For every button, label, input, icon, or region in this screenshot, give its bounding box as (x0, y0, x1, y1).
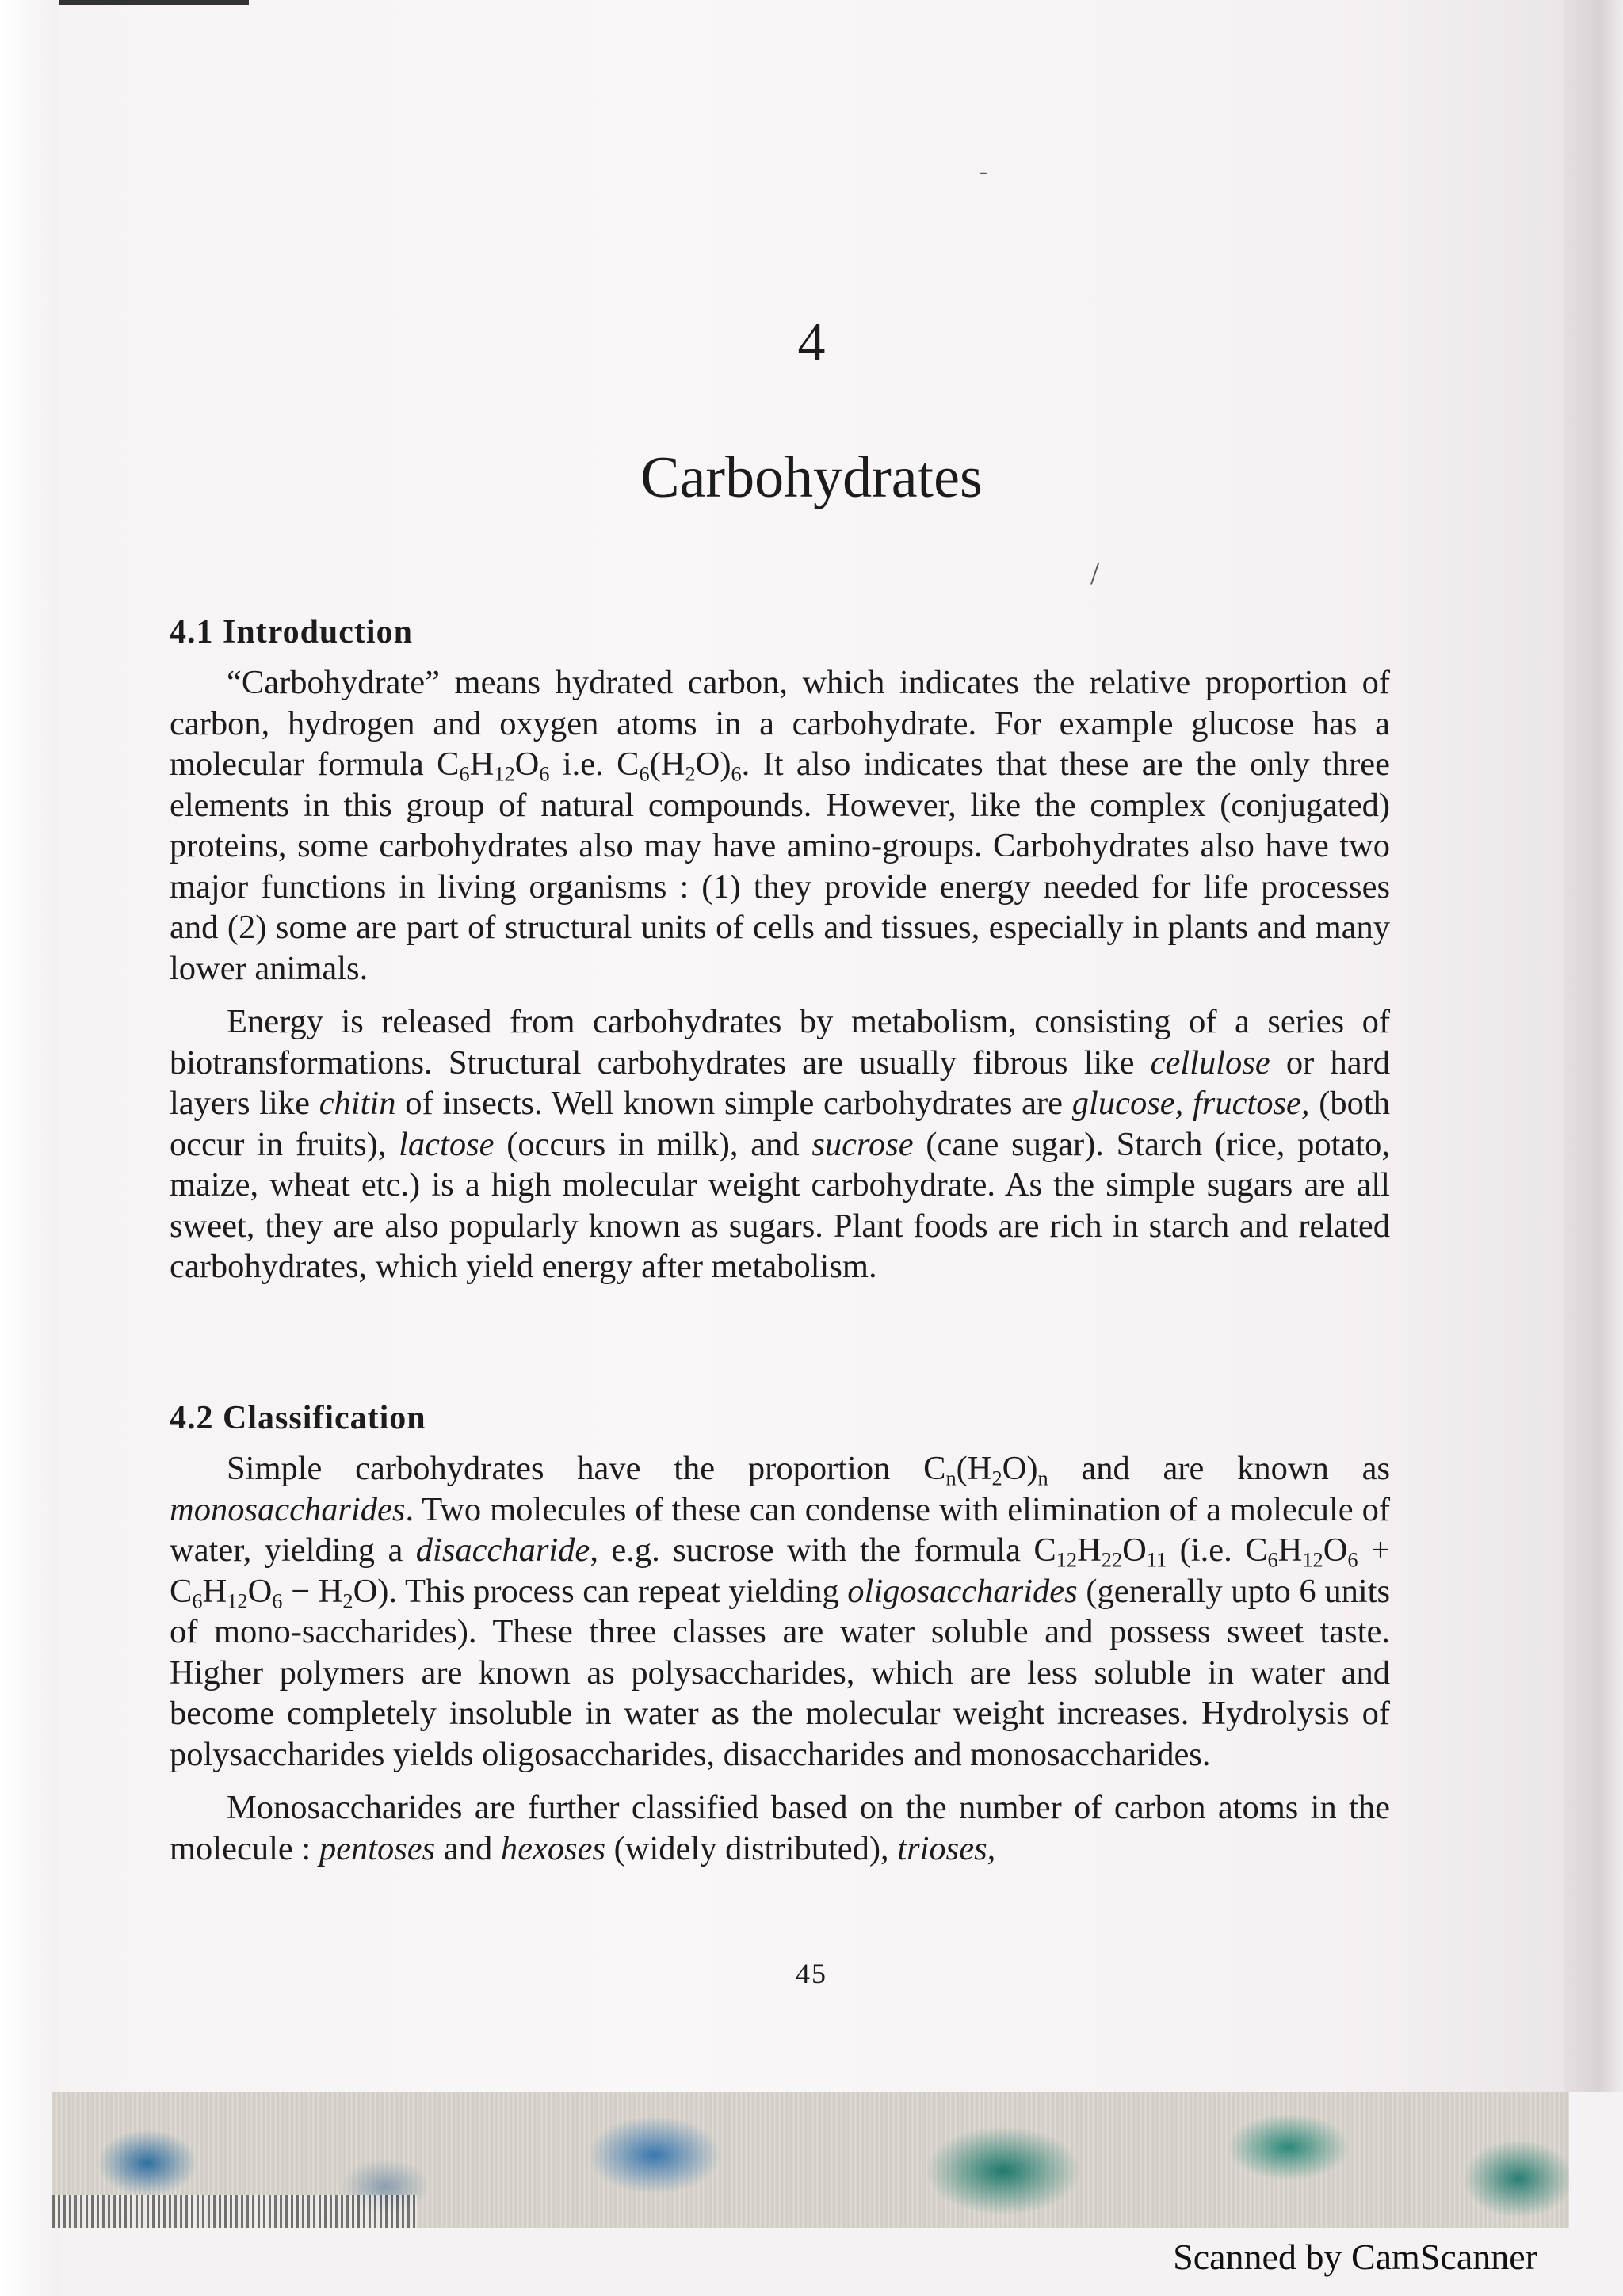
page-right-shadow (1564, 0, 1623, 2092)
chapter-number: 4 (797, 312, 826, 373)
top-edge-strip (59, 0, 249, 5)
pen-mark: - (980, 158, 987, 185)
scanner-watermark: Scanned by CamScanner (1173, 2237, 1537, 2277)
paragraph-intro-2: Energy is released from carbohydrates by metabolism, consisting of a series of biotransformations. Structural carbohydrates are usually fibrous like cellulose or hard layers like chitin of insects. Well known simple carbohydrates are glucose, fructose, (both occur in fruits), lactose (occurs in milk), and sucrose (cane sugar). Starch (rice, potato, maize, wheat etc.) is a high molecular weight carbohydrate. As the simple sugars are all sweet, they are also popularly known as sugars. Plant foods are rich in starch and related carbohydrates, which yield energy after metabolism. (170, 1003, 1390, 1285)
paragraph-class-2: Monosaccharides are further classified based on the number of carbon atoms in the molecule : pentoses and hexoses (widely distributed), trioses, (170, 1789, 1390, 1867)
background-fabric-stripes (52, 2195, 417, 2228)
paragraph-class-1: Simple carbohydrates have the proportion $C_n(H_2O)_n$ and are known as monosaccharides. Two molecules of these can condense with elimination of a molecule of water, yielding a disaccharide, e.g. sucrose with the formula $C_{12}H_{22}O_{11}$ (i.e. $C_6H_{12}O_6 + C_6H_{12}O_6 - H_2O$). This process can repeat yielding oligosaccharides (generally upto 6 units of mono-saccharides). These three classes are water soluble and possess sweet taste. Higher polymers are known as polysaccharides, which are less soluble in water and become completely insoluble in water as the molecular weight increases. Hydrolysis of polysaccharides yields oligosaccharides, disaccharides and monosaccharides. (170, 1450, 1390, 1773)
page-number: 45 (796, 1958, 827, 1989)
section-introduction (170, 613, 1390, 1287)
section-heading-classification: 4.2 Classification (170, 1400, 426, 1436)
section-heading-introduction: 4.1 Introduction (170, 614, 413, 650)
section-classification (170, 1399, 1390, 1869)
pen-mark: / (1090, 555, 1100, 591)
paragraph-intro-1: “Carbohydrate” means hydrated carbon, which indicates the relative proportion of carbon, hydrogen and oxygen atoms in a carbohydrate. For example glucose has a molecular formula $C_6H_{12}O_6$ i.e. $C_6(H_2O)_6$. It also indicates that these are the only three elements in this group of natural compounds. However, like the complex (conjugated) proteins, some carbohydrates also may have amino-groups. Carbohydrates also have two major functions in living organisms : (1) they provide energy needed for life processes and (2) some are part of structural units of cells and tissues, especially in plants and many lower animals. (170, 664, 1390, 987)
chapter-title: Carbohydrates (640, 445, 983, 510)
